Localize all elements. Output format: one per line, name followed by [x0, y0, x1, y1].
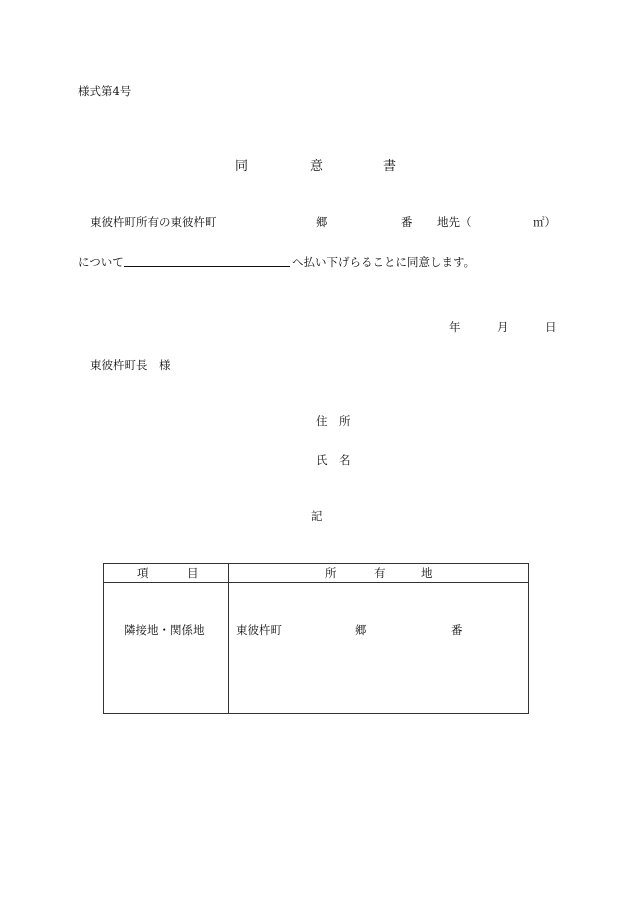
title-char-2: 意 [310, 159, 324, 174]
table-header-row [104, 564, 529, 583]
header-location-cell [229, 564, 529, 583]
form-number: 様式第4号 [78, 84, 132, 98]
chisaki-label: 地先（ [437, 215, 472, 229]
ki-heading: 記 [311, 509, 323, 523]
header-location-char-1: 所 [325, 566, 337, 580]
owner-prefix: 東彼杵町所有の東彼杵町 [90, 215, 217, 229]
header-location-char-3: 地 [421, 566, 433, 580]
row-location-cell [229, 583, 529, 714]
address-label: 住 所 [316, 414, 351, 428]
row-town-label: 東彼杵町 [236, 623, 282, 637]
row-item-label: 隣接地・関係地 [124, 623, 205, 637]
row-go-label: 郷 [355, 623, 367, 637]
header-item-char-2: 目 [187, 566, 199, 580]
title-char-1: 同 [235, 159, 249, 174]
recipient-blank-line [124, 266, 290, 267]
line2-suffix: へ払い下げらることに同意します。 [292, 255, 476, 269]
header-item-char-1: 項 [137, 566, 149, 580]
date-year-label: 年 [449, 320, 461, 334]
row-item-cell [104, 583, 229, 714]
area-unit-label: ㎡） [533, 215, 556, 229]
header-item-cell [104, 564, 229, 583]
date-month-label: 月 [497, 320, 509, 334]
addressee: 東彼杵町長 様 [90, 358, 171, 372]
go-label: 郷 [316, 215, 328, 229]
header-location-char-2: 有 [374, 566, 386, 580]
date-day-label: 日 [545, 320, 557, 334]
title-char-3: 書 [383, 159, 397, 174]
ban-label: 番 [401, 215, 413, 229]
line2-prefix: について [78, 255, 124, 269]
row-ban-label: 番 [451, 623, 463, 637]
property-table [103, 563, 529, 714]
name-label: 氏 名 [316, 453, 351, 467]
table-row [104, 583, 529, 714]
